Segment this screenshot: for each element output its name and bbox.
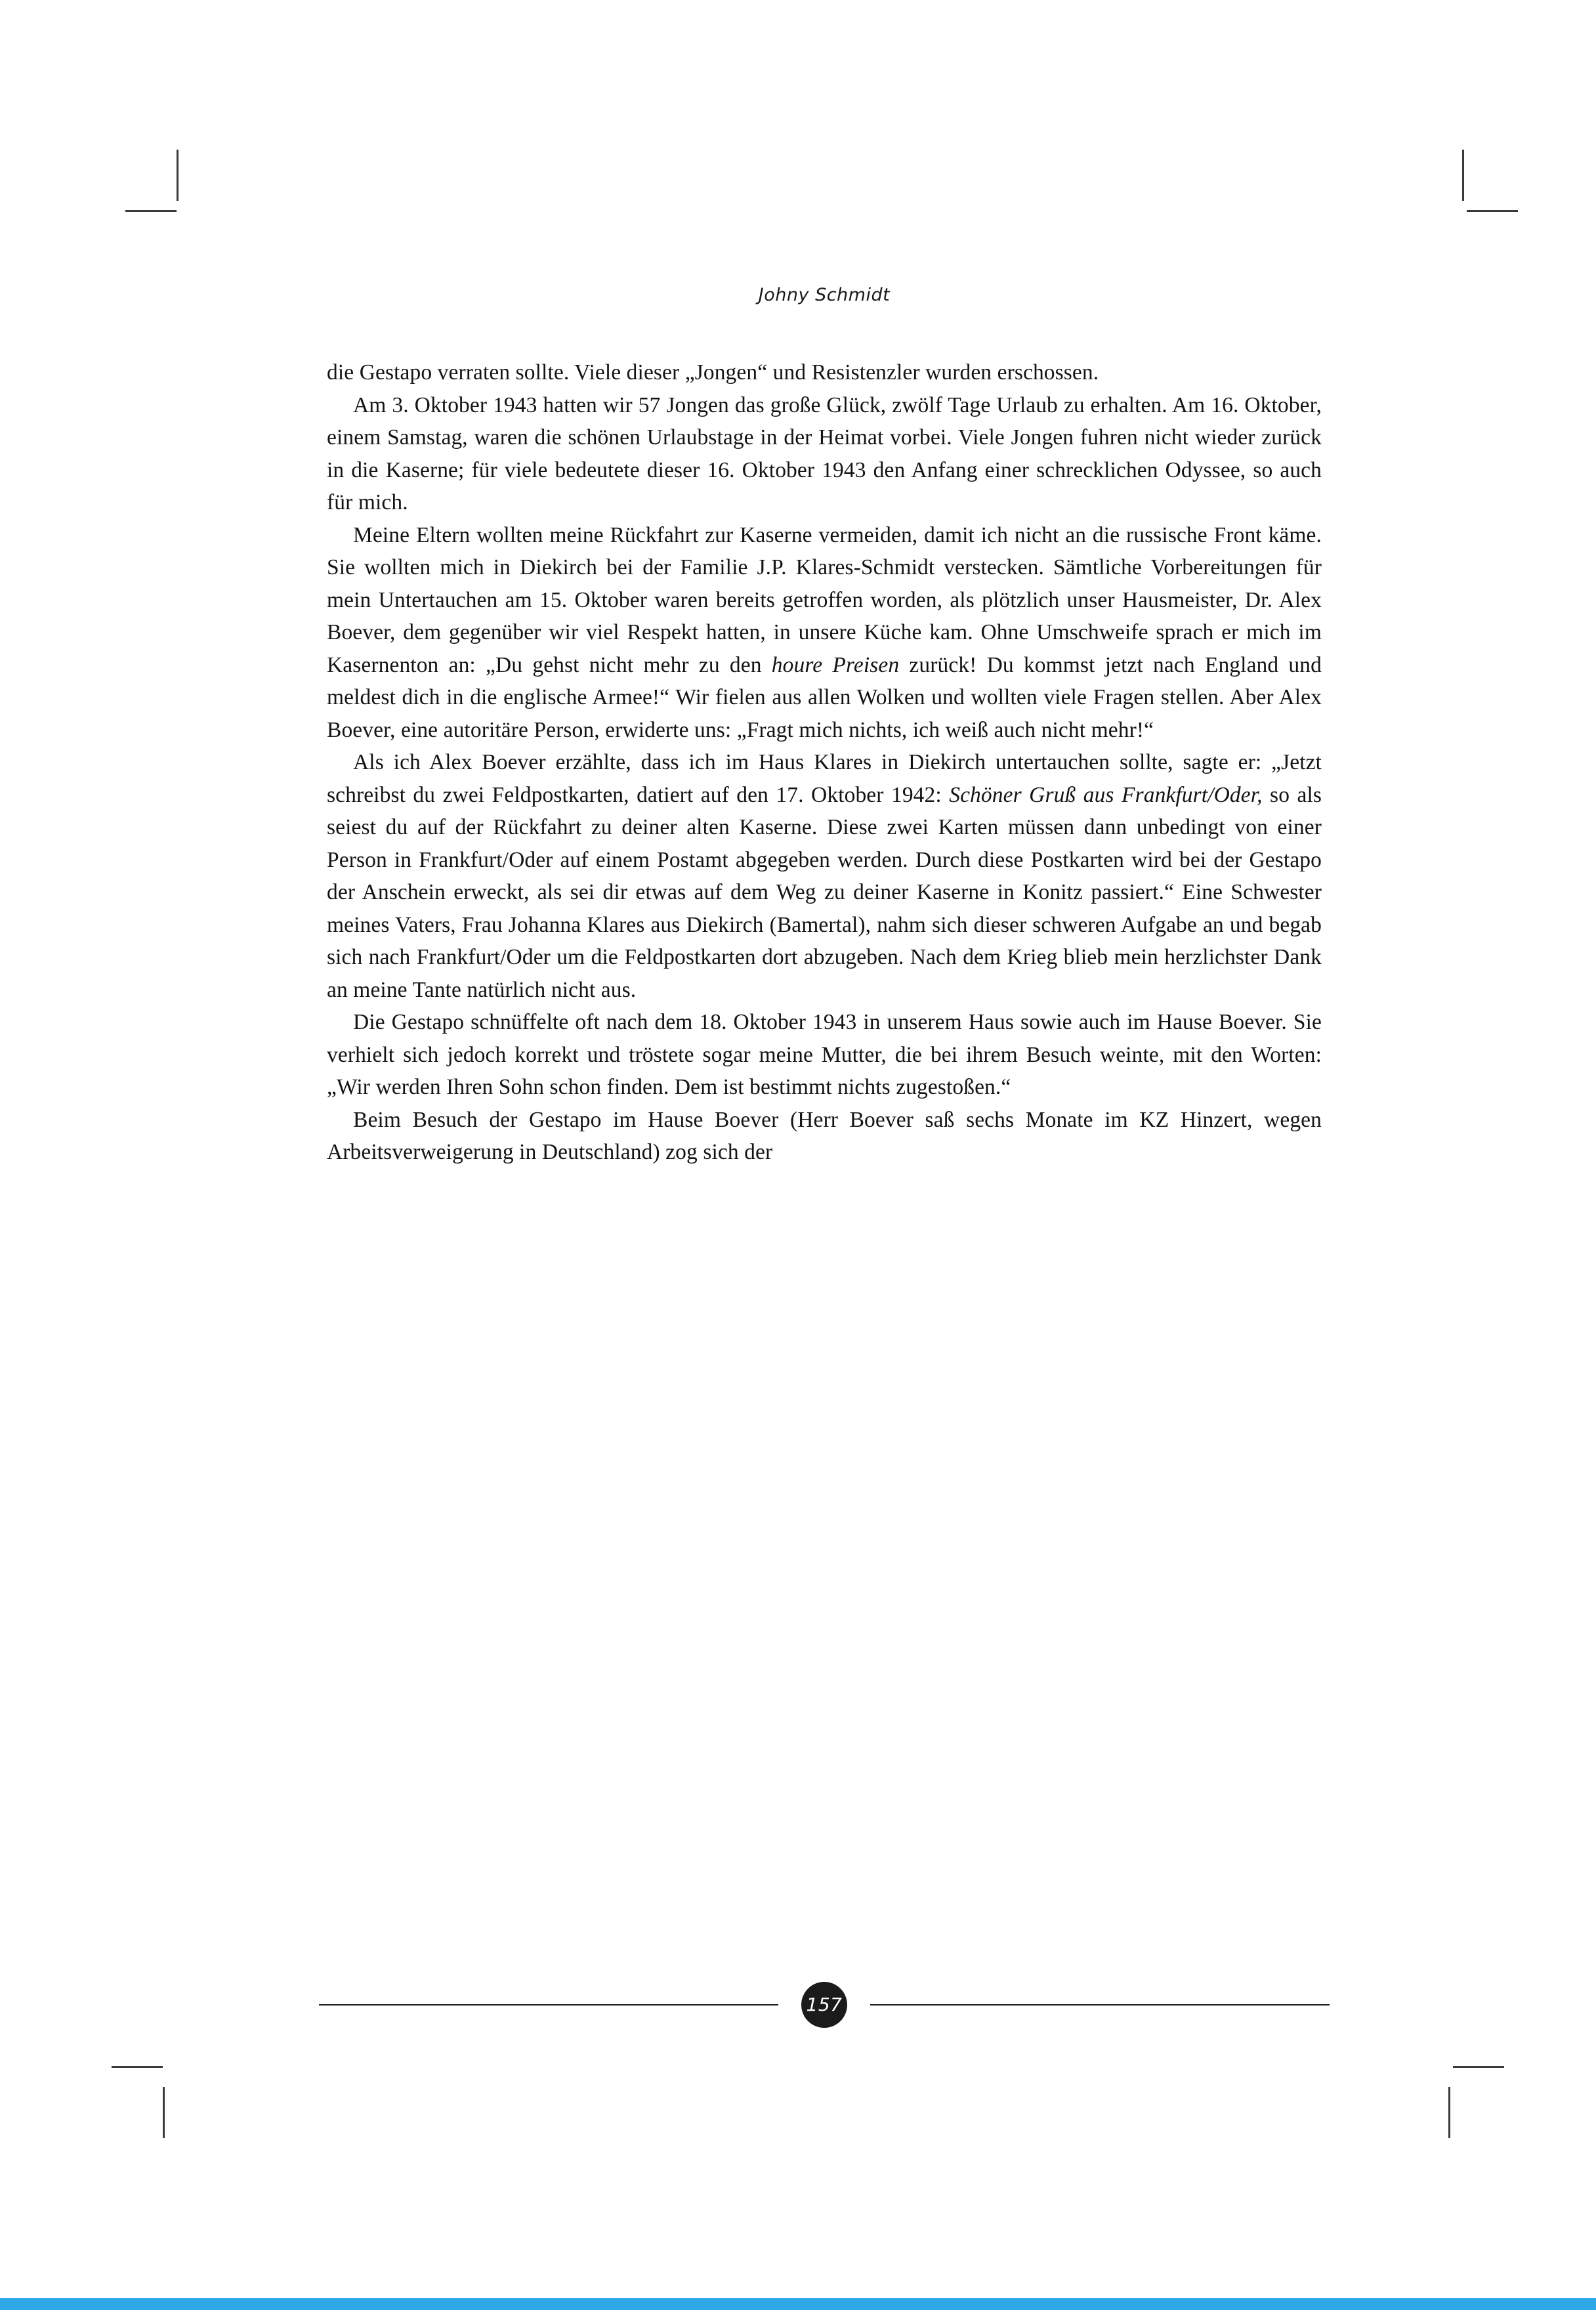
crop-mark-bottom-right-horizontal xyxy=(1453,2066,1504,2068)
page-number: 157 xyxy=(801,1982,847,2028)
crop-mark-top-left-vertical xyxy=(177,150,178,201)
paragraph: Die Gestapo schnüffelte oft nach dem 18. Oktober 1943 in unserem Haus sowie auch im Hause Boever. Sie verhielt sich jedoch korrekt und tröstete sogar meine Mutter, die bei ihrem Besuch weinte, mit den Worten: „Wir werden Ihren Sohn schon finden. Dem ist bestimmt nichts zugestoßen.“ xyxy=(327,1010,1322,1099)
crop-mark-top-right-horizontal xyxy=(1467,210,1518,212)
scanner-color-strip xyxy=(0,2298,1596,2310)
crop-mark-top-left-horizontal xyxy=(125,210,177,212)
crop-mark-bottom-right-vertical xyxy=(1448,2087,1450,2138)
crop-mark-bottom-left-horizontal xyxy=(112,2066,163,2068)
scan-margin xyxy=(0,2282,1596,2298)
paragraph: Am 3. Oktober 1943 hatten wir 57 Jongen das große Glück, zwölf Tage Urlaub zu erhalten. Am 16. Oktober, einem Samstag, waren die schönen Urlaubstage in der Heimat vorbei. Viele Jongen fuhren nicht wieder zurück in die Kaserne; für viele bedeutete dieser 16. Oktober 1943 den Anfang einer schrecklichen Odyssee, so auch für mich. xyxy=(327,392,1322,514)
page-footer xyxy=(319,1982,1330,2028)
crop-mark-top-right-vertical xyxy=(1462,150,1464,201)
running-head xyxy=(319,282,1330,308)
page-header xyxy=(319,282,1330,308)
crop-mark-bottom-left-vertical xyxy=(163,2087,165,2138)
body-text xyxy=(327,356,1322,1169)
emphasized-text: Schöner Gruß aus Frankfurt/Oder, xyxy=(949,782,1263,807)
paragraph: Als ich Alex Boever erzählte, dass ich im Haus Klares in Diekirch untertauchen sollte, sagte er: „Jetzt schreibst du zwei Feldpostkarten, datiert auf den 17. Oktober 1942: Schöner Gruß aus Frankfurt/Oder, so als seiest du auf der Rückfahrt zu deiner alten Kaserne. Diese zwei Karten müssen dann unbedingt von einer Person in Frankfurt/Oder auf einem Postamt abgegeben werden. Durch diese Postkarten wird bei der Gestapo der Anschein erweckt, als sei dir etwas auf dem Weg zu deiner Kaserne in Konitz passiert.“ Eine Schwester meines Vaters, Frau Johanna Klares aus Diekirch (Bamertal), nahm sich dieser schweren Aufgabe an und begab sich nach Frankfurt/Oder um die Feldpostkarten dort abzugeben. Nach dem Krieg blieb mein herzlichster Dank an meine Tante natürlich nicht aus. xyxy=(327,750,1322,1002)
emphasized-text: houre Preisen xyxy=(771,652,900,677)
running-head-text: Johny Schmidt xyxy=(744,285,904,305)
paragraph: die Gestapo verraten sollte. Viele dieser „Jongen“ und Resistenzler wurden erschossen. xyxy=(327,360,1099,385)
footer-rule-right xyxy=(870,2004,1330,2006)
paragraph: Meine Eltern wollten meine Rückfahrt zur Kaserne vermeiden, damit ich nicht an die russische Front käme. Sie wollten mich in Diekirch bei der Familie J.P. Klares-Schmidt verstecken. Sämtliche Vorbereitungen für mein Untertauchen am 15. Oktober waren bereits getroffen worden, als plötzlich unser Hausmeister, Dr. Alex Boever, dem gegenüber wir viel Respekt hatten, in unsere Küche kam. Ohne Umschweife sprach er mich im Kasernenton an: „Du gehst nicht mehr zu den houre Preisen zurück! Du kommst jetzt nach England und meldest dich in die englische Armee!“ Wir fielen aus allen Wolken und wollten viele Fragen stellen. Aber Alex Boever, eine autoritäre Person, erwiderte uns: „Fragt mich nichts, ich weiß auch nicht mehr!“ xyxy=(327,522,1322,742)
footer-rule-left xyxy=(319,2004,778,2006)
paragraph: Beim Besuch der Gestapo im Hause Boever (Herr Boever saß sechs Monate im KZ Hinzert, wegen Arbeitsverweigerung in Deutschland) zog sich der xyxy=(327,1107,1322,1164)
